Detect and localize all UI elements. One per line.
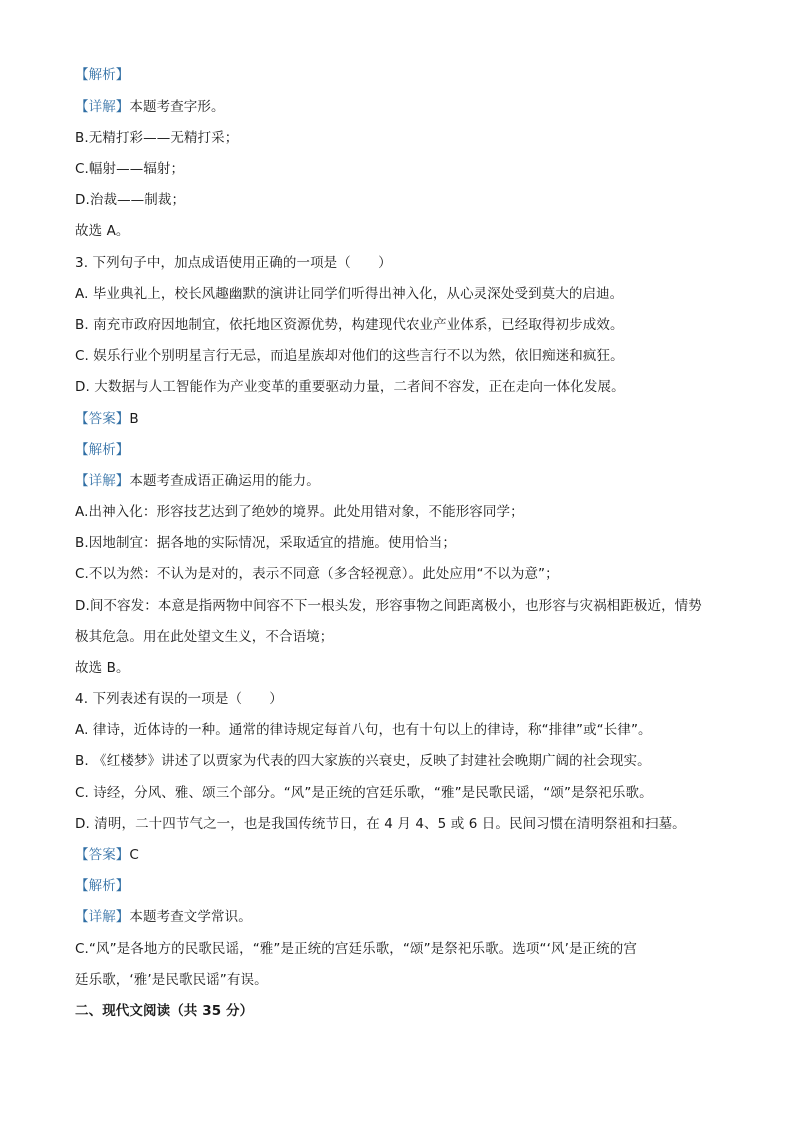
answer-tag: 【答案】 [75, 847, 130, 863]
explanation-line: 廷乐歌，‘雅’是民歌民谣”有误。 [75, 972, 268, 988]
detail-line [75, 908, 725, 926]
answer-line [75, 846, 725, 864]
conclusion-line: 故选 B。 [75, 660, 130, 676]
detail-text: 本题考查成语正确运用的能力。 [129, 473, 320, 489]
detail-text: 本题考查字形。 [129, 99, 225, 115]
detail-line [75, 98, 725, 116]
answer-line [75, 410, 725, 428]
detail-line [75, 472, 725, 490]
analysis-heading: 【解析】 [75, 442, 130, 458]
detail-tag: 【详解】 [75, 909, 130, 925]
answer-value: C [129, 847, 139, 863]
question-3-option-c: C. 娱乐行业个别明星言行无忌，而追星族却对他们的这些言行不以为然，依旧痴迷和疯狂。 [75, 348, 624, 364]
question-3-stem: 3. 下列句子中，加点成语使用正确的一项是（ ） [75, 255, 392, 271]
question-3-option-d: D. 大数据与人工智能作为产业变革的重要驱动力量，二者间不容发，正在走向一体化发展。 [75, 379, 625, 395]
explanation-line: B.因地制宜：据各地的实际情况，采取适宜的措施。使用恰当； [75, 535, 456, 551]
explanation-line: C.幅射——辐射； [75, 161, 185, 177]
explanation-line: C.不以为然：不认为是对的，表示不同意（多含轻视意）。此处应用“不以为意”； [75, 566, 559, 582]
explanation-line: 极其危急。用在此处望文生义，不合语境； [75, 629, 334, 645]
explanation-line: B.无精打彩——无精打采； [75, 130, 239, 146]
question-3-option-a: A. 毕业典礼上，校长风趣幽默的演讲让同学们听得出神入化，从心灵深处受到莫大的启迪。 [75, 286, 624, 302]
analysis-heading: 【解析】 [75, 878, 130, 894]
detail-tag: 【详解】 [75, 473, 130, 489]
question-4-option-b: B. 《红楼梦》讲述了以贾家为代表的四大家族的兴衰史，反映了封建社会晚期广阔的社会现实。 [75, 753, 651, 769]
detail-tag: 【详解】 [75, 99, 130, 115]
question-4-stem: 4. 下列表述有误的一项是（ ） [75, 691, 283, 707]
section-heading: 二、现代文阅读（共 35 分） [75, 1003, 254, 1019]
question-4-option-d: D. 清明，二十四节气之一，也是我国传统节日，在 4 月 4、5 或 6 日。民间习惯在清明祭祖和扫墓。 [75, 816, 686, 832]
question-4-option-c: C. 诗经，分风、雅、颂三个部分。“风”是正统的宫廷乐歌，“雅”是民歌民谣，“颂”是祭祀乐歌。 [75, 785, 653, 801]
analysis-heading: 【解析】 [75, 67, 130, 83]
explanation-line: D.治裁——制裁； [75, 192, 186, 208]
question-3-option-b: B. 南充市政府因地制宜，依托地区资源优势，构建现代农业产业体系，已经取得初步成效。 [75, 317, 624, 333]
explanation-line: D.间不容发：本意是指两物中间容不下一根头发，形容事物之间距离极小，也形容与灾祸相距极近，情势 [75, 598, 702, 614]
explanation-line: A.出神入化：形容技艺达到了绝妙的境界。此处用错对象，不能形容同学； [75, 504, 524, 520]
question-4-option-a: A. 律诗，近体诗的一种。通常的律诗规定每首八句，也有十句以上的律诗，称“排律”或“长律”。 [75, 722, 652, 738]
explanation-line: C.“风”是各地方的民歌民谣，“雅”是正统的宫廷乐歌，“颂”是祭祀乐歌。选项“‘风’是正统的宫 [75, 941, 637, 957]
answer-value: B [129, 411, 139, 427]
detail-text: 本题考查文学常识。 [129, 909, 252, 925]
answer-tag: 【答案】 [75, 411, 130, 427]
conclusion-line: 故选 A。 [75, 223, 130, 239]
